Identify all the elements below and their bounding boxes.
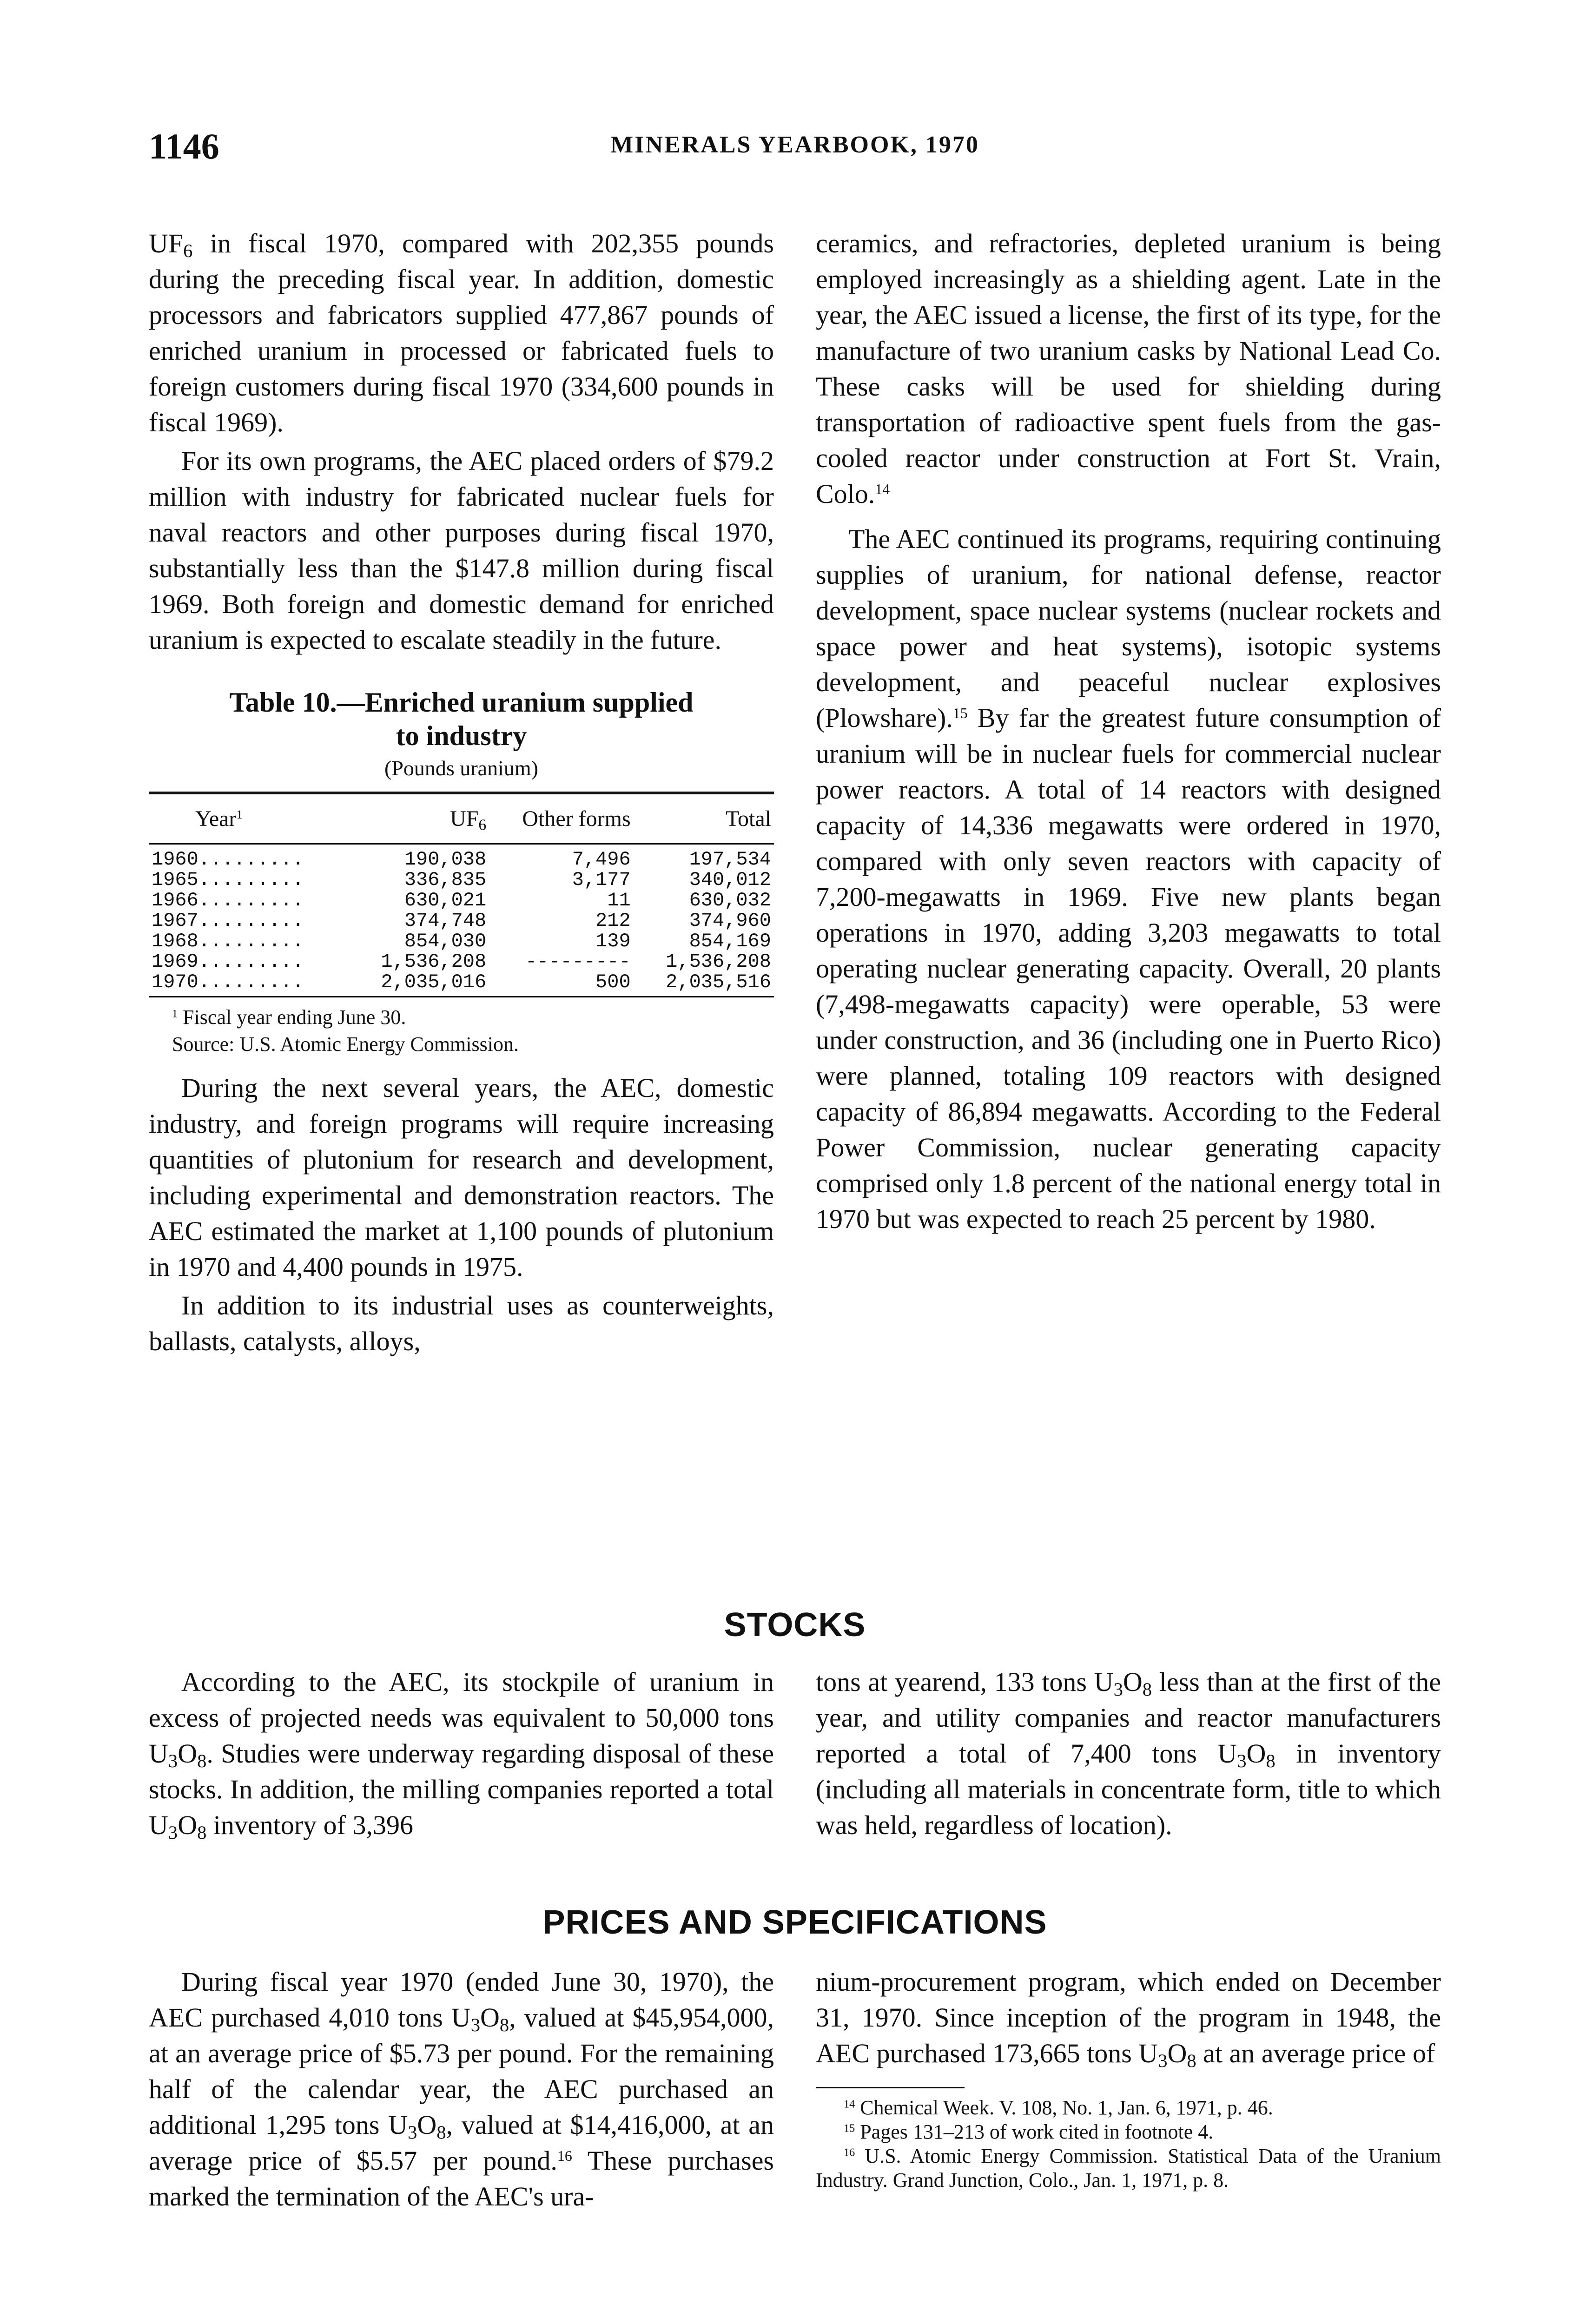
table-units: (Pounds uranium) (384, 756, 538, 780)
paragraph-industrial-uses: In addition to its industrial uses as counterweights, ballasts, catalysts, alloys, (149, 1290, 774, 1356)
table-header-row (149, 793, 774, 844)
table-row: 1960......... 190,038 7,496 197,534 (152, 848, 771, 871)
col-uf6: $UF_6$ (349, 793, 489, 844)
running-head (149, 125, 1441, 167)
footnote-16: $^{16}$ U.S. Atomic Energy Commission. Statistical Data of the Uranium Industry. Grand Junction, Colo., Jan. 1, 1971, p. 8. (816, 2145, 1441, 2192)
table-row: 1965......... 336,835 3,177 340,012 (152, 869, 771, 891)
table-row: 1966......... 630,021 11 630,032 (152, 889, 771, 911)
table-10 (149, 686, 774, 1058)
table-row: 1968......... 854,030 139 854,169 (152, 930, 771, 952)
enriched-uranium-table (149, 792, 774, 997)
left-column-top (149, 225, 774, 1359)
prices-right-column (816, 1964, 1441, 2192)
heading-prices-and-specifications: PRICES AND SPECIFICATIONS (542, 1904, 1047, 1941)
table-row: 1967......... 374,748 212 374,960 (152, 910, 771, 932)
table-row: 1970......... 2,035,016 500 2,035,516 (149, 972, 774, 997)
table-row: 1969......... 1,536,208 --------- 1,536,208 (152, 951, 771, 973)
col-total: Total (634, 793, 774, 844)
right-column-top (816, 225, 1441, 1237)
page-number: 1146 (149, 126, 219, 166)
footnote-rule (816, 2087, 965, 2088)
paragraph-plutonium: During the next several years, the AEC, domestic industry, and foreign programs will require increasing quantities of plutonium for research and development, including experimental and demonstration reactors. The AEC estimated the market at 1,100 pounds of plutonium in 1970 and 4,400 pounds in 1975. (149, 1073, 774, 1282)
paragraph-uf6-supply: $UF_6$ in fiscal 1970, compared with 202,355 pounds during the preceding fiscal year. In addition, domestic processors and fabricators supplied 477,867 pounds of enriched uranium in processed or fabricated fuels to foreign customers during fiscal 1970 (334,600 pounds in fiscal 1969). (149, 228, 774, 437)
footnotes (816, 2096, 1441, 2192)
paragraph-aec-orders: For its own programs, the AEC placed orders of $79.2 million with industry for fabricated nuclear fuels for naval reactors and other purposes during fiscal 1970, substantially less than the $147.8 million during fiscal 1969. Both foreign and domestic demand for enriched uranium is expected to escalate steadily in the future. (149, 446, 774, 655)
table-caption: Table 10.—Enriched uranium supplied to industry (229, 687, 694, 751)
paragraph-depleted-uranium: ceramics, and refractories, depleted uranium is being employed increasingly as a shielding agent. Late in the year, the AEC issued a license, the first of its type, for the manufacture of two uranium casks by National Lead Co. These casks will be used for shielding during transportation of radioactive spent fuels from the gas-cooled reactor under construction at Fort St. Vrain, Colo.$^{14}$ (816, 228, 1441, 509)
stocks-right-column (816, 1664, 1441, 1843)
prices-left-column (149, 1964, 774, 2214)
footnote-14: $^{14}$ Chemical Week. V. 108, No. 1, Jan. 6, 1971, p. 46. (844, 2096, 1273, 2119)
paragraph-stockpile: According to the AEC, its stockpile of uranium in excess of projected needs was equivalent to 50,000 tons $U_3O_8$. Studies were underway regarding disposal of these stocks. In addition, the milling companies reported a total $U_3O_8$ inventory of 3,396 (149, 1667, 774, 1843)
table-footnote: $^1$ Fiscal year ending June 30. (172, 1006, 406, 1029)
table-source: Source: U.S. Atomic Energy Commission. (172, 1033, 519, 1056)
footnote-15: $^{15}$ Pages 131–213 of work cited in footnote 4. (844, 2120, 1214, 2143)
col-year: Year$^1$ (149, 793, 349, 844)
paragraph-stocks-continued: tons at yearend, 133 tons $U_3O_8$ less than at the first of the year, and utility companies and reactor manufacturers reported a total of 7,400 tons $U_3O_8$ in inventory (including all materials in concentrate form, title to which was held, regardless of location). (816, 1667, 1441, 1840)
paragraph-aec-purchases: During fiscal year 1970 (ended June 30, 1970), the AEC purchased 4,010 tons $U_3O_8$, valued at $45,954,000, at an average price of $5.73 per pound. For the remaining half of the calendar year, the AEC purchased an additional 1,295 tons $U_3O_8$, valued at $14,416,000, at an average price of $5.57 per pound.$^{16}$ These purchases marked the termination of the AEC's ura- (149, 1967, 774, 2212)
paragraph-aec-programs: The AEC continued its programs, requiring continuing supplies of uranium, for national defense, reactor development, space nuclear systems (nuclear rockets and space power and heat systems), isotopic systems development, and peaceful nuclear explosives (Plowshare).$^{15}$ By far the greatest future consumption of uranium will be in nuclear fuels for commercial nuclear power reactors. A total of 14 reactors with designed capacity of 14,336 megawatts were ordered in 1970, compared with only seven reactors with capacity of 7,200-megawatts in 1969. Five new plants began operations in 1970, adding 3,203 megawatts to total operating nuclear generating capacity. Overall, 20 plants (7,498-megawatts capacity) were operable, 53 were under construction, and 36 (including one in Puerto Rico) were planned, totaling 109 reactors with designed capacity of 86,894 megawatts. According to the Federal Power Commission, nuclear generating capacity comprised only 1.8 percent of the national energy total in 1970 but was expected to reach 25 percent by 1980. (816, 524, 1441, 1234)
journal-title: MINERALS YEARBOOK, 1970 (610, 132, 979, 158)
col-other-forms: Other forms (489, 793, 633, 844)
paragraph-procurement-program: nium-procurement program, which ended on December 31, 1970. Since inception of the program in 1948, the AEC purchased 173,665 tons $U_3O_8$ at an average price of (816, 1967, 1441, 2072)
stocks-left-column (149, 1664, 774, 1843)
heading-stocks: STOCKS (724, 1606, 866, 1644)
